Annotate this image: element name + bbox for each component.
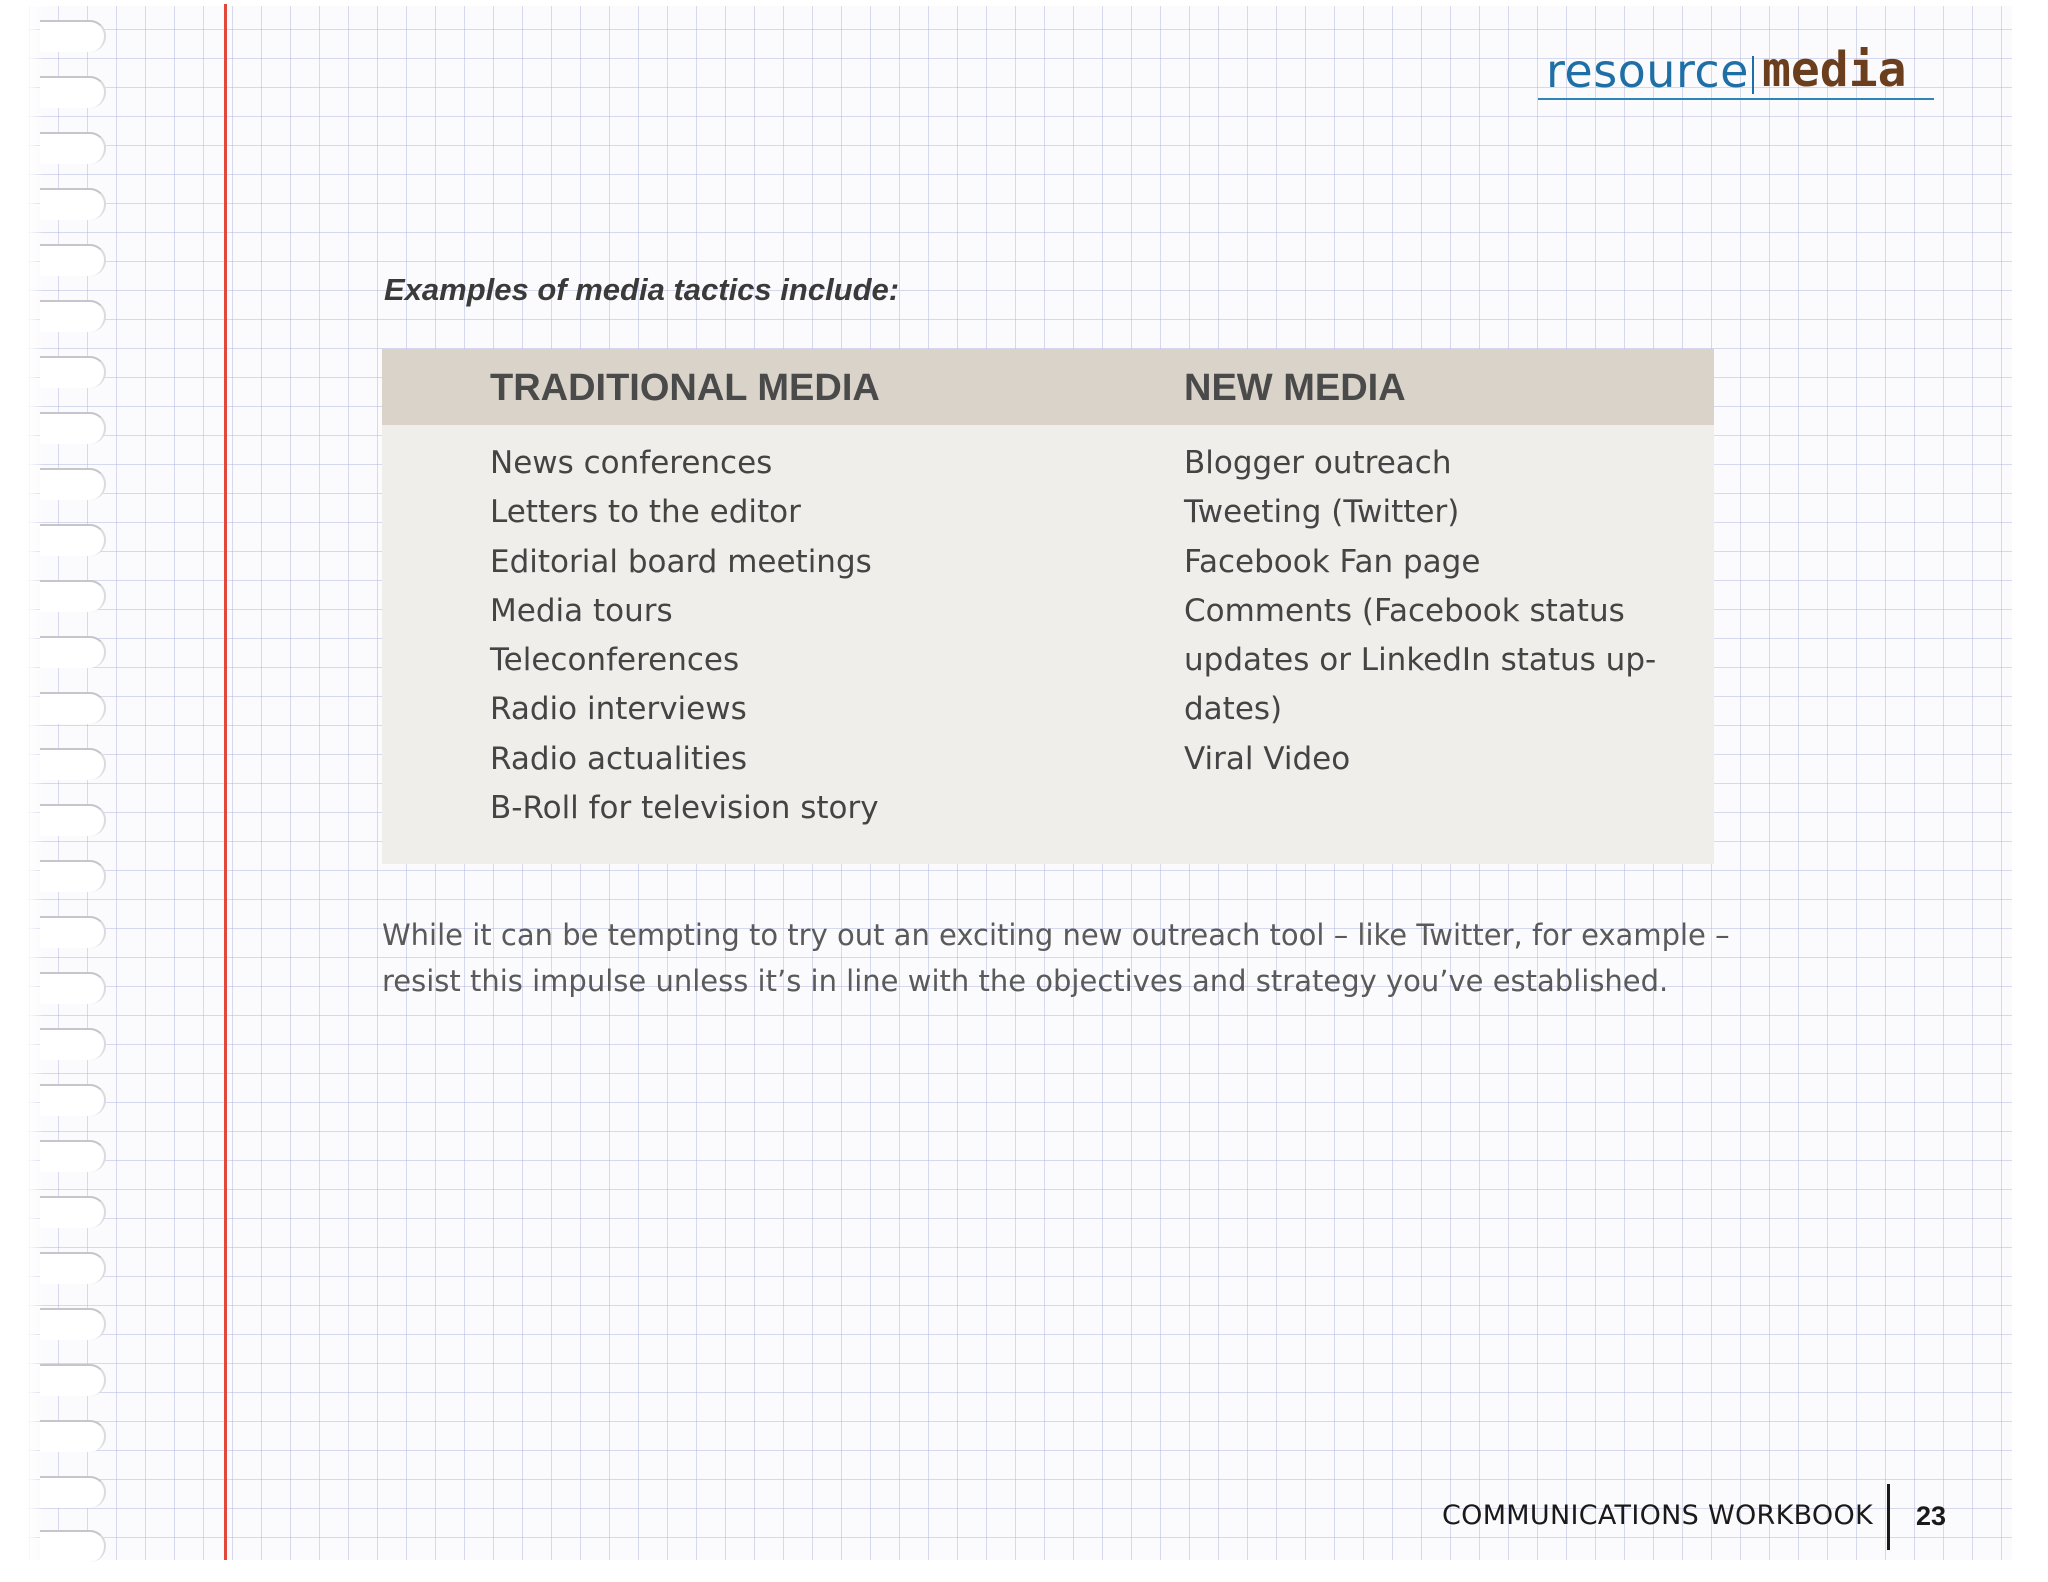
list-item: Viral Video [1184,740,1351,777]
perforation-hole [40,1476,106,1508]
paragraph-line: While it can be tempting to try out an exciting new outreach tool – like Twitter, for example – [382,918,1730,952]
perforation-hole [40,1252,106,1284]
perforation-hole [40,804,106,836]
logo-word-media: media [1762,42,1907,98]
perforation-hole [40,300,106,332]
perforation-hole [40,748,106,780]
perforation-hole [40,692,106,724]
media-tactics-table [382,349,1714,864]
list-item: Tweeting (Twitter) [1184,494,1460,531]
perforation-hole [40,1028,106,1060]
perforation-hole [40,1530,106,1562]
logo-word-resource: resource [1546,44,1749,98]
resource-media-logo [1538,42,1934,100]
perforation-hole [40,1420,106,1452]
page-edge-right [2012,0,2048,1582]
list-item: Teleconferences [490,642,740,679]
footer-title: COMMUNICATIONS WORKBOOK [1442,1500,1874,1531]
list-item: dates) [1184,691,1283,728]
perforation-hole [40,1196,106,1228]
perforation-hole [40,188,106,220]
list-item: updates or LinkedIn status up- [1184,642,1657,679]
list-item: Editorial board meetings [490,543,872,580]
paragraph-line: resist this impulse unless it’s in line with the objectives and strategy you’ve established. [382,964,1669,998]
new-media-list [1184,439,1684,784]
page-number: 23 [1916,1501,1947,1531]
perforation-hole [40,20,106,52]
perforation-hole [40,524,106,556]
list-item: Comments (Facebook status [1184,592,1625,629]
list-item: Facebook Fan page [1184,543,1481,580]
page-edge-bottom [0,1560,2048,1582]
perforation-hole [40,412,106,444]
list-item: B-Roll for television story [490,790,879,827]
perforation-hole [40,1084,106,1116]
perforation-hole [40,580,106,612]
list-item: Radio interviews [490,691,747,728]
list-item: News conferences [490,445,773,481]
perforation-hole [40,972,106,1004]
perforation-hole [40,636,106,668]
perforation-hole [40,76,106,108]
footer-divider [1887,1484,1890,1550]
perforation-hole [40,468,106,500]
list-item: Blogger outreach [1184,445,1452,481]
intro-heading: Examples of media tactics include: [384,272,900,307]
perforation-hole [40,132,106,164]
perforation-hole [40,1308,106,1340]
traditional-media-heading: TRADITIONAL MEDIA [490,367,880,409]
perforation-hole [40,244,106,276]
perforation-hole [40,916,106,948]
list-item: Letters to the editor [490,494,801,531]
perforation-hole [40,1140,106,1172]
perforation-hole [40,356,106,388]
perforation-hole [40,860,106,892]
list-item: Radio actualities [490,740,748,777]
spiral-perforations [40,20,110,1560]
logo-divider [1752,56,1754,94]
red-margin-line [224,4,227,1560]
page-edge-left [0,0,44,1582]
new-media-heading: NEW MEDIA [1184,367,1406,409]
page-edge-top [0,0,2048,6]
perforation-hole [40,1364,106,1396]
traditional-media-list [490,439,1130,833]
advice-paragraph [382,912,1742,1004]
table-header-row [382,349,1714,425]
list-item: Media tours [490,592,673,629]
